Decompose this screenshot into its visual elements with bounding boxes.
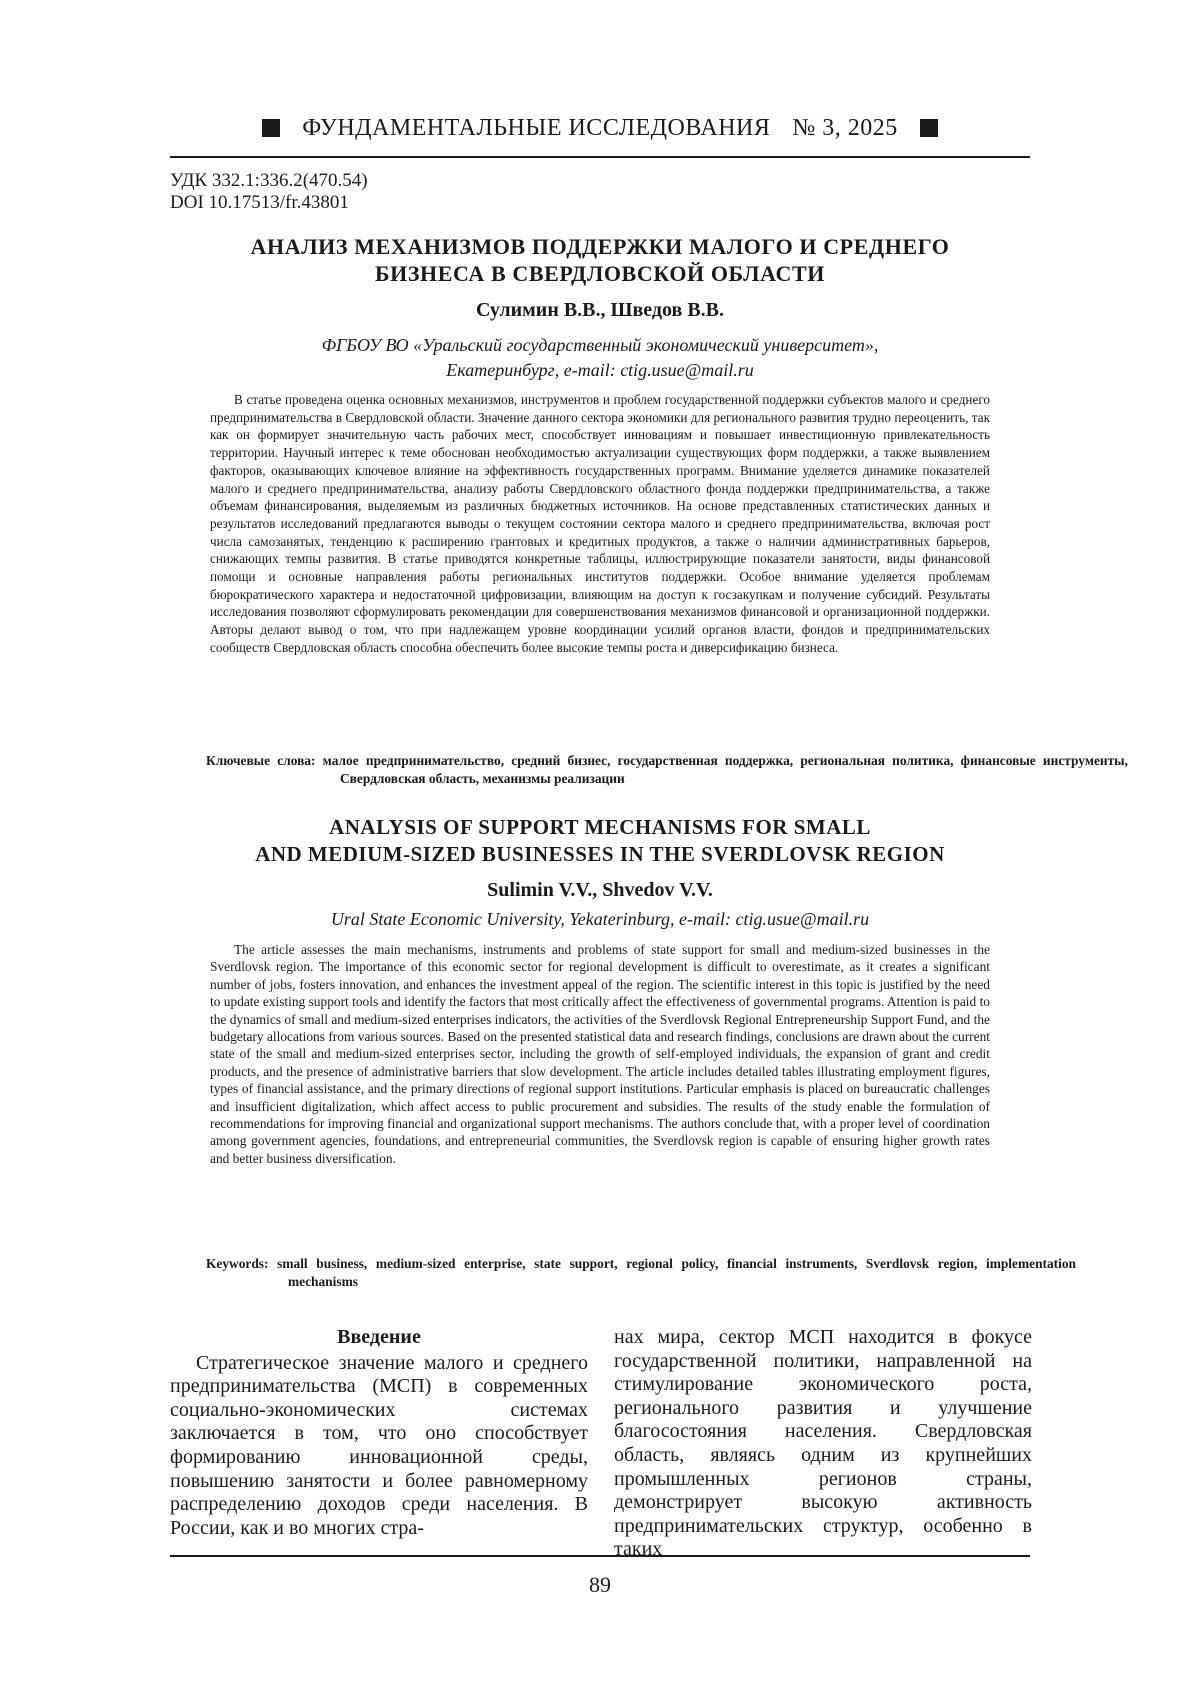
journal-name: ФУНДАМЕНТАЛЬНЫЕ ИССЛЕДОВАНИЯ <box>302 115 770 142</box>
doi: DOI 10.17513/fr.43801 <box>170 192 368 214</box>
affiliation-ru-line-1: ФГБОУ ВО «Уральский государственный экономический университет», <box>170 333 1030 358</box>
title-ru-line-1: АНАЛИЗ МЕХАНИЗМОВ ПОДДЕРЖКИ МАЛОГО И СРЕДНЕГО <box>170 233 1030 260</box>
issue-number: № 3, 2025 <box>792 115 897 142</box>
body-column-right <box>614 1326 1032 1562</box>
abstract-ru: В статье проведена оценка основных механизмов, инструментов и проблем государственной поддержки субъектов малого и среднего предпринимательства в Свердловской области. Значение данного сектора экономики для регионального развития трудно переоценить, так как он формирует значительную часть рабочих мест, способствует инновациям и повышает инвестиционную привлекательность территории. Научный интерес к теме обоснован необходимостью актуализации существующих форм поддержки, а также выявлением факторов, оказывающих ключевое влияние на эффективность государственных программ. Внимание уделяется динамике показателей малого и среднего предпринимательства, анализу работы Свердловского областного фонда поддержки предпринимательства, а также объемам финансирования, выделяемым из различных бюджетных источников. На основе представленных статистических данных и результатов исследований предлагаются выводы о текущем состоянии сектора малого и среднего предпринимательства, включая рост числа самозанятых, тенденцию к расширению грантовых и кредитных продуктов, а также о наличии административных барьеров, снижающих темпы развития. В статье приводятся конкретные таблицы, иллюстрирующие показатели занятости, виды финансовой помощи и основные направления работы региональных институтов поддержки. Особое внимание уделяется проблемам бюрократического характера и недостаточной цифровизации, влияющим на доступ к госзакупкам и получение субсидий. Результаты исследования позволяют сформулировать рекомендации для совершенствования механизмов финансовой и организационной поддержки. Авторы делают вывод о том, что при надлежащем уровне координации усилий органов власти, фондов и предпринимательских сообществ Свердловская область способна обеспечить более высокие темпы роста и диверсификацию бизнеса. <box>210 391 990 657</box>
affiliation-ru-line-2: Екатеринбург, e-mail: ctig.usue@mail.ru <box>170 358 1030 383</box>
title-en-line-2: AND MEDIUM-SIZED BUSINESSES IN THE SVERDLOVSK REGION <box>170 841 1030 868</box>
keywords-en: Keywords: small business, medium-sized enterprise, state support, regional policy, financial instruments, Sverdlovsk region, implementation mechanisms <box>206 1255 1076 1290</box>
square-bullet-icon <box>262 119 280 137</box>
title-en-line-1: ANALYSIS OF SUPPORT MECHANISMS FOR SMALL <box>170 814 1030 841</box>
title-ru-line-2: БИЗНЕСА В СВЕРДЛОВСКОЙ ОБЛАСТИ <box>170 260 1030 287</box>
article-identifiers <box>170 170 368 214</box>
affiliation-en: Ural State Economic University, Yekaterinburg, e-mail: ctig.usue@mail.ru <box>170 909 1030 930</box>
page-number: 89 <box>170 1572 1030 1598</box>
body-paragraph: нах мира, сектор МСП находится в фокусе государственной политики, направленной на стимулирование экономического роста, регионального развития и улучшение благосостояния населения. Свердловская область, являясь одним из крупнейших промышленных регионов страны, демонстрирует высокую активность предпринимательских структур, особенно в таких <box>614 1326 1032 1562</box>
running-header <box>170 108 1030 148</box>
udk-code: УДК 332.1:336.2(470.54) <box>170 170 368 192</box>
abstract-en: The article assesses the main mechanisms, instruments and problems of state support for small and medium-sized businesses in the Sverdlovsk region. The importance of this economic sector for regional development is difficult to overestimate, as it creates a significant number of jobs, fosters innovation, and enhances the investment appeal of the region. The scientific interest in this topic is justified by the need to update existing support tools and identify the factors that most critically affect the effectiveness of governmental programs. Attention is paid to the dynamics of small and medium-sized enterprises indicators, the activities of the Sverdlovsk Regional Entrepreneurship Support Fund, and the budgetary allocations from various sources. Based on the presented statistical data and research findings, conclusions are drawn about the current state of the small and medium-sized enterprises sector, including the growth of self-employed individuals, the expansion of grant and credit products, and the presence of administrative barriers that slow development. The article includes detailed tables illustrating employment figures, types of financial assistance, and the primary directions of regional support institutions. Particular emphasis is placed on bureaucratic challenges and insufficient digitalization, which affect access to public procurement and subsidies. The results of the study enable the formulation of recommendations for improving financial and organizational support mechanisms. The authors conclude that, with a proper level of coordination among government agencies, foundations, and entrepreneurial communities, the Sverdlovsk region is capable of ensuring higher growth rates and better business diversification. <box>210 941 990 1167</box>
footer-rule <box>170 1555 1030 1557</box>
body-column-left <box>170 1326 588 1540</box>
section-heading-intro: Введение <box>170 1326 588 1350</box>
affiliation-ru <box>170 333 1030 383</box>
authors-en: Sulimin V.V., Shvedov V.V. <box>170 879 1030 902</box>
article-title-ru <box>170 233 1030 287</box>
body-paragraph: Стратегическое значение малого и среднего предпринимательства (МСП) в современных социально-экономических системах заключается в том, что оно способствует формированию инновационной среды, повышению занятости и более равномерному распределению доходов среди населения. В России, как и во многих стра- <box>170 1352 588 1541</box>
authors-ru: Сулимин В.В., Шведов В.В. <box>170 299 1030 322</box>
square-bullet-icon <box>920 119 938 137</box>
keywords-ru: Ключевые слова: малое предпринимательство, средний бизнес, государственная поддержка, региональная политика, финансовые инструменты, Свердловская область, механизмы реализации <box>206 752 1128 787</box>
header-rule <box>170 156 1030 158</box>
article-title-en <box>170 814 1030 868</box>
